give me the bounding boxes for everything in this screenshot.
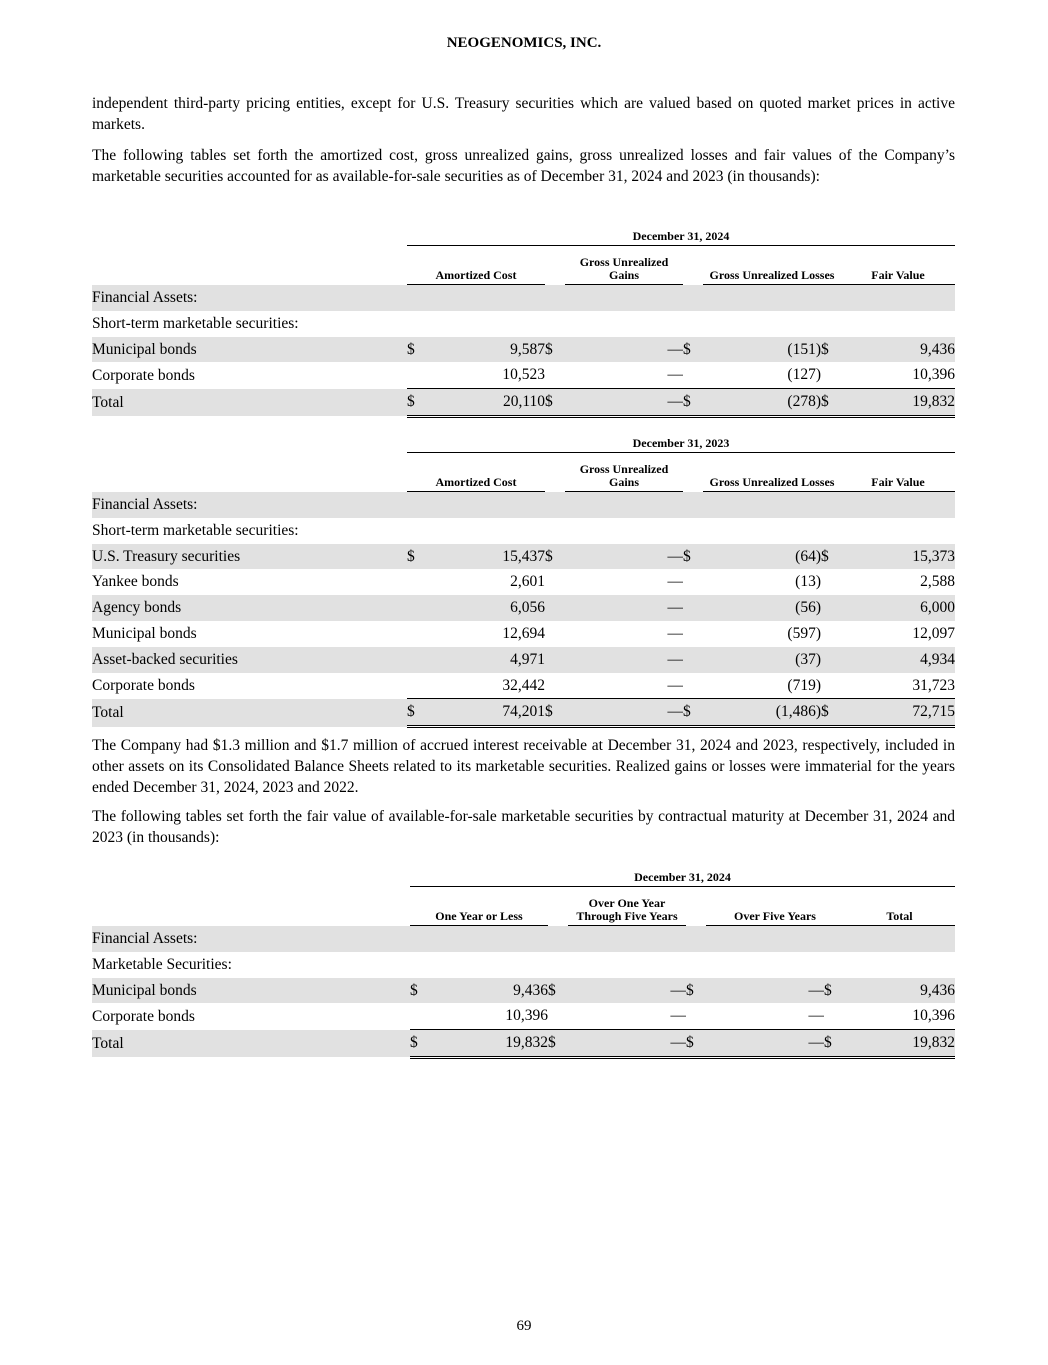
maturity-table-2024 (92, 869, 955, 1059)
table-row (92, 621, 955, 647)
subsection-label: Marketable Securities: (92, 955, 232, 973)
total-row (92, 1030, 955, 1058)
cell-value: 19,832 (844, 1030, 955, 1058)
cell-value: 12,097 (912, 624, 955, 642)
section-label: Financial Assets: (92, 285, 407, 311)
subsection-label: Short-term marketable securities: (92, 521, 299, 539)
row-label: Asset-backed securities (92, 647, 407, 673)
currency-symbol: $ (545, 389, 565, 417)
column-header: One Year or Less (410, 887, 548, 926)
cell-value: 19,832 (841, 389, 955, 417)
currency-symbol: $ (407, 389, 427, 417)
cell-value: 10,523 (502, 366, 545, 384)
row-label: Municipal bonds (92, 624, 197, 642)
cell-value: 2,601 (510, 573, 545, 591)
cell-value: (37) (703, 647, 821, 673)
cell-value: (127) (787, 366, 821, 384)
row-label: Yankee bonds (92, 573, 179, 591)
row-label: Total (92, 389, 407, 417)
cell-value: — (667, 573, 683, 591)
cell-value: 72,715 (841, 699, 955, 727)
table-row (92, 337, 955, 363)
currency-symbol: $ (686, 1030, 706, 1058)
row-label: Corporate bonds (92, 366, 195, 384)
cell-value: (719) (787, 676, 821, 694)
currency-symbol: $ (545, 544, 565, 570)
currency-symbol: $ (683, 699, 703, 727)
amortized-cost-table-2024 (92, 228, 955, 418)
table-row (92, 595, 955, 621)
cell-value: 9,436 (430, 978, 548, 1004)
cell-value: — (667, 676, 683, 694)
column-header: Gross Unrealized Gains (565, 453, 683, 492)
row-label: Agency bonds (92, 595, 407, 621)
column-header: Fair Value (841, 246, 955, 285)
currency-symbol: $ (824, 978, 844, 1004)
cell-value: — (568, 1030, 686, 1058)
table-row (92, 1003, 955, 1029)
column-header: Gross Unrealized Losses (703, 453, 841, 492)
cell-value: 32,442 (502, 676, 545, 694)
row-label: Municipal bonds (92, 978, 410, 1004)
cell-value: (56) (703, 595, 821, 621)
cell-value: 9,436 (844, 978, 955, 1004)
cell-value: 6,000 (841, 595, 955, 621)
table-period-header: December 31, 2023 (407, 435, 955, 453)
table-period-header: December 31, 2024 (410, 869, 955, 887)
cell-value: — (565, 699, 683, 727)
row-label: Municipal bonds (92, 337, 407, 363)
page-number: 69 (516, 1318, 532, 1334)
cell-value: — (565, 389, 683, 417)
currency-symbol: $ (407, 337, 427, 363)
currency-symbol: $ (548, 978, 568, 1004)
page-header: NEOGENOMICS, INC. (446, 35, 602, 51)
cell-value: 19,832 (430, 1030, 548, 1058)
row-label: Total (92, 1030, 410, 1058)
cell-value: 20,110 (427, 389, 545, 417)
cell-value: 15,437 (427, 544, 545, 570)
cell-value: — (667, 366, 683, 384)
cell-value: 74,201 (427, 699, 545, 727)
column-header: Total (844, 887, 955, 926)
currency-symbol: $ (545, 699, 565, 727)
cell-value: 10,396 (912, 366, 955, 384)
cell-value: — (706, 978, 824, 1004)
cell-value: — (808, 1007, 824, 1025)
cell-value: (597) (787, 624, 821, 642)
cell-value: (278) (703, 389, 821, 417)
total-row (92, 699, 955, 727)
column-header: Over Five Years (706, 887, 844, 926)
column-header: Over One Year Through Five Years (568, 887, 686, 926)
cell-value: — (565, 544, 683, 570)
currency-symbol: $ (683, 389, 703, 417)
row-label: Corporate bonds (92, 676, 195, 694)
row-label: Corporate bonds (92, 1007, 195, 1025)
cell-value: (1,486) (703, 699, 821, 727)
paragraph-tables-intro: The following tables set forth the amortized cost, gross unrealized gains, gross unrealized losses and fair values of the Company’s marketable securities accounted for as available-for-sale securities as of December 31, 2024 and 2023 (in thousands): (92, 147, 955, 185)
cell-value: 4,934 (841, 647, 955, 673)
row-label: Total (92, 699, 407, 727)
cell-value: 10,396 (505, 1007, 548, 1025)
column-header: Gross Unrealized Gains (565, 246, 683, 285)
subsection-label: Short-term marketable securities: (92, 314, 299, 332)
cell-value: — (565, 595, 683, 621)
currency-symbol: $ (545, 337, 565, 363)
cell-value: (151) (703, 337, 821, 363)
currency-symbol: $ (683, 544, 703, 570)
cell-value: 15,373 (841, 544, 955, 570)
cell-value: 9,587 (427, 337, 545, 363)
column-header: Fair Value (841, 453, 955, 492)
section-label: Financial Assets: (92, 492, 407, 518)
table-row (92, 978, 955, 1004)
section-label: Financial Assets: (92, 926, 410, 952)
currency-symbol: $ (824, 1030, 844, 1058)
currency-symbol: $ (410, 1030, 430, 1058)
table-row (92, 673, 955, 699)
total-row (92, 389, 955, 417)
paragraph-intro: independent third-party pricing entities, except for U.S. Treasury securities which are valued based on quoted market prices in active markets. (92, 95, 955, 133)
row-label: U.S. Treasury securities (92, 544, 407, 570)
currency-symbol: $ (821, 389, 841, 417)
cell-value: — (667, 624, 683, 642)
cell-value: 12,694 (502, 624, 545, 642)
cell-value: 6,056 (427, 595, 545, 621)
amortized-cost-table-2023 (92, 435, 955, 728)
column-header: Amortized Cost (407, 246, 545, 285)
cell-value: 4,971 (427, 647, 545, 673)
paragraph-maturity-intro: The following tables set forth the fair value of available-for-sale marketable securities by contractual maturity at December 31, 2024 and 2023 (in thousands): (92, 808, 955, 846)
cell-value: — (565, 337, 683, 363)
cell-value: — (706, 1030, 824, 1058)
currency-symbol: $ (686, 978, 706, 1004)
currency-symbol: $ (410, 978, 430, 1004)
table-row (92, 569, 955, 595)
column-header: Gross Unrealized Losses (703, 246, 841, 285)
cell-value: — (670, 1007, 686, 1025)
currency-symbol: $ (821, 544, 841, 570)
cell-value: 10,396 (912, 1007, 955, 1025)
cell-value: — (565, 647, 683, 673)
currency-symbol: $ (407, 699, 427, 727)
currency-symbol: $ (407, 544, 427, 570)
currency-symbol: $ (548, 1030, 568, 1058)
currency-symbol: $ (821, 337, 841, 363)
paragraph-accrued-interest: The Company had $1.3 million and $1.7 million of accrued interest receivable at December 31, 2024 and 2023, respectively, included in other assets on its Consolidated Balance Sheets related to its marketable securities. Realized gains or losses were immaterial for the years ended December 31, 2024, 2023 and 2022. (92, 737, 955, 796)
table-row (92, 544, 955, 570)
cell-value: 2,588 (920, 573, 955, 591)
cell-value: (64) (703, 544, 821, 570)
currency-symbol: $ (821, 699, 841, 727)
currency-symbol: $ (683, 337, 703, 363)
table-period-header: December 31, 2024 (407, 228, 955, 246)
column-header: Amortized Cost (407, 453, 545, 492)
cell-value: 9,436 (841, 337, 955, 363)
cell-value: 31,723 (912, 676, 955, 694)
table-row (92, 362, 955, 388)
cell-value: (13) (795, 573, 821, 591)
table-row (92, 647, 955, 673)
cell-value: — (568, 978, 686, 1004)
